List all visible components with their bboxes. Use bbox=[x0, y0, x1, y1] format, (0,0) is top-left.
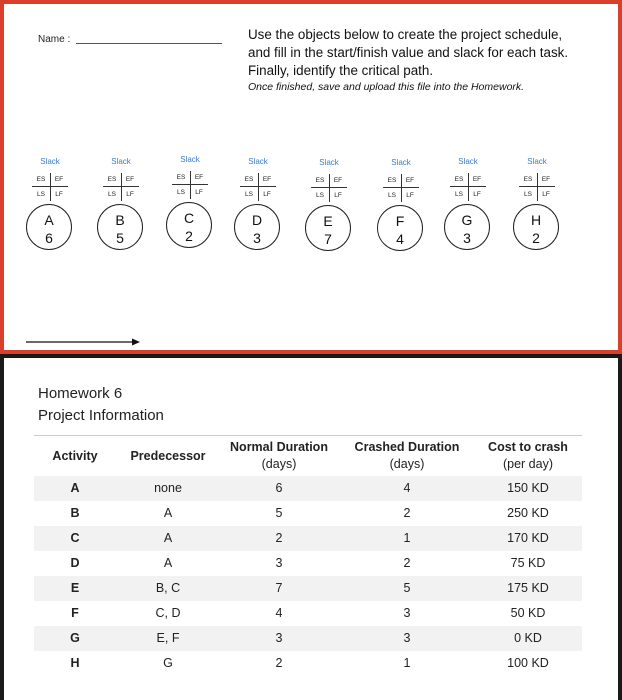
cell-activity: F bbox=[71, 606, 79, 620]
activity-duration: 5 bbox=[116, 230, 124, 246]
ls-label: LS bbox=[37, 191, 45, 198]
cell-crashed: 3 bbox=[403, 606, 411, 620]
cell-predecessor: B, C bbox=[155, 581, 181, 595]
cell-cost: 175 KD bbox=[507, 581, 549, 595]
ef-label: EF bbox=[54, 176, 64, 183]
cell-predecessor: G bbox=[163, 656, 173, 670]
header-normal-label: Normal Duration bbox=[230, 440, 328, 454]
divider bbox=[190, 171, 191, 199]
ls-label: LS bbox=[316, 192, 324, 199]
header-activity bbox=[40, 449, 110, 463]
lf-label: LF bbox=[406, 192, 414, 199]
cell-normal: 7 bbox=[275, 581, 283, 595]
header-crashed-unit: (days) bbox=[389, 457, 425, 471]
cell-activity: G bbox=[70, 631, 80, 645]
ef-label: EF bbox=[125, 176, 135, 183]
activity-duration: 7 bbox=[324, 231, 332, 247]
activity-circle[interactable] bbox=[377, 205, 423, 251]
table-row bbox=[34, 576, 582, 601]
ls-label: LS bbox=[524, 191, 532, 198]
cell-crashed: 4 bbox=[403, 481, 411, 495]
activity-node-f[interactable] bbox=[376, 158, 426, 258]
instruction-line-1: Use the objects below to create the project schedule, bbox=[248, 27, 563, 42]
name-label: Name : bbox=[38, 34, 71, 45]
cell-cost: 0 KD bbox=[514, 631, 542, 645]
ls-label: LS bbox=[455, 191, 463, 198]
ef-label: EF bbox=[541, 176, 551, 183]
es-label: ES bbox=[244, 176, 254, 183]
table-row bbox=[34, 626, 582, 651]
cell-activity: C bbox=[70, 531, 80, 545]
slack-label: Slack bbox=[40, 157, 60, 166]
header-predecessor-label: Predecessor bbox=[130, 449, 206, 463]
cell-activity: A bbox=[70, 481, 80, 495]
homework-panel bbox=[4, 358, 618, 700]
instruction-line-2: and fill in the start/finish value and slack for each task. bbox=[248, 45, 569, 60]
slack-label: Slack bbox=[319, 158, 339, 167]
ef-label: EF bbox=[405, 177, 415, 184]
table-row bbox=[34, 476, 582, 501]
cell-activity: E bbox=[70, 581, 80, 595]
activity-letter: D bbox=[251, 212, 263, 228]
lf-label: LF bbox=[126, 191, 134, 198]
slack-label: Slack bbox=[391, 158, 411, 167]
activity-letter: E bbox=[323, 213, 333, 229]
cell-predecessor: A bbox=[163, 506, 173, 520]
es-label: ES bbox=[315, 177, 325, 184]
cell-crashed: 2 bbox=[403, 506, 411, 520]
activity-duration: 3 bbox=[253, 230, 261, 246]
cell-crashed: 5 bbox=[403, 581, 411, 595]
header-crashed-label: Crashed Duration bbox=[354, 440, 460, 454]
name-field-line[interactable] bbox=[76, 43, 222, 44]
instruction-line-3: Finally, identify the critical path. bbox=[248, 63, 434, 78]
activity-circle[interactable] bbox=[97, 204, 143, 250]
header-normal-unit: (days) bbox=[261, 457, 297, 471]
cell-predecessor: E, F bbox=[156, 631, 180, 645]
table-row bbox=[34, 601, 582, 626]
cell-normal: 3 bbox=[275, 556, 283, 570]
cell-normal: 2 bbox=[275, 656, 283, 670]
es-label: ES bbox=[523, 176, 533, 183]
ef-label: EF bbox=[333, 177, 343, 184]
header-predecessor bbox=[116, 449, 220, 463]
cell-predecessor: A bbox=[163, 556, 173, 570]
header-cost-to-crash bbox=[478, 440, 578, 471]
cell-crashed: 1 bbox=[403, 656, 411, 670]
instruction-italic: Once finished, save and upload this file into the Homework. bbox=[248, 81, 525, 93]
cell-crashed: 1 bbox=[403, 531, 411, 545]
cell-predecessor: A bbox=[163, 531, 173, 545]
activity-letter: F bbox=[395, 213, 405, 229]
es-label: ES bbox=[176, 174, 186, 181]
divider bbox=[537, 173, 538, 201]
activity-letter: C bbox=[183, 210, 195, 226]
divider bbox=[258, 173, 259, 201]
divider bbox=[329, 174, 330, 202]
activity-letter: H bbox=[530, 212, 542, 228]
activity-circle[interactable] bbox=[305, 205, 351, 251]
cell-cost: 100 KD bbox=[507, 656, 549, 670]
header-cost-label: Cost to crash bbox=[488, 440, 568, 454]
activity-duration: 4 bbox=[396, 231, 404, 247]
slack-label: Slack bbox=[111, 157, 131, 166]
activity-letter: G bbox=[461, 212, 473, 228]
divider bbox=[401, 174, 402, 202]
activity-circle[interactable] bbox=[513, 204, 559, 250]
slack-label: Slack bbox=[180, 155, 200, 164]
divider bbox=[468, 173, 469, 201]
activity-node-c[interactable] bbox=[165, 155, 215, 255]
header-normal-duration bbox=[222, 440, 336, 471]
cell-cost: 250 KD bbox=[507, 506, 549, 520]
homework-subtitle: Project Information bbox=[38, 407, 164, 424]
table-row bbox=[34, 526, 582, 551]
cell-normal: 6 bbox=[275, 481, 283, 495]
cell-cost: 50 KD bbox=[510, 606, 546, 620]
cell-predecessor: none bbox=[154, 481, 182, 495]
cell-cost: 170 KD bbox=[507, 531, 549, 545]
table-row bbox=[34, 551, 582, 576]
ef-label: EF bbox=[472, 176, 482, 183]
activity-circle[interactable] bbox=[26, 204, 72, 250]
es-label: ES bbox=[107, 176, 117, 183]
ef-label: EF bbox=[262, 176, 272, 183]
lf-label: LF bbox=[55, 191, 63, 198]
instructions bbox=[248, 26, 618, 94]
lf-label: LF bbox=[473, 191, 481, 198]
activity-letter: A bbox=[44, 212, 54, 228]
lf-label: LF bbox=[334, 192, 342, 199]
activity-duration: 3 bbox=[463, 230, 471, 246]
es-label: ES bbox=[36, 176, 46, 183]
activity-node-a[interactable] bbox=[25, 157, 75, 257]
activity-circle[interactable] bbox=[234, 204, 280, 250]
header-activity-label: Activity bbox=[52, 449, 98, 463]
ls-label: LS bbox=[108, 191, 116, 198]
activity-letter: B bbox=[115, 212, 125, 228]
slack-label: Slack bbox=[248, 157, 268, 166]
cell-normal: 4 bbox=[275, 606, 283, 620]
homework-title: Homework 6 bbox=[38, 385, 123, 402]
lf-label: LF bbox=[195, 189, 203, 196]
activity-circle[interactable] bbox=[166, 202, 212, 248]
activity-duration: 2 bbox=[532, 230, 540, 246]
slack-label: Slack bbox=[527, 157, 547, 166]
homework-heading bbox=[38, 383, 164, 427]
header-cost-unit: (per day) bbox=[502, 457, 554, 471]
activity-node-h[interactable] bbox=[512, 157, 562, 257]
cell-normal: 5 bbox=[275, 506, 283, 520]
activity-duration: 2 bbox=[185, 228, 193, 244]
header-crashed-duration bbox=[348, 440, 466, 471]
activity-duration: 6 bbox=[45, 230, 53, 246]
slack-label: Slack bbox=[458, 157, 478, 166]
cell-predecessor: C, D bbox=[155, 606, 181, 620]
activity-node-b[interactable] bbox=[96, 157, 146, 257]
activity-node-g[interactable] bbox=[443, 157, 493, 257]
cell-cost: 150 KD bbox=[507, 481, 549, 495]
es-label: ES bbox=[387, 177, 397, 184]
cell-activity: D bbox=[70, 556, 80, 570]
ls-label: LS bbox=[245, 191, 253, 198]
divider bbox=[50, 173, 51, 201]
ls-label: LS bbox=[177, 189, 185, 196]
cell-crashed: 2 bbox=[403, 556, 411, 570]
es-label: ES bbox=[454, 176, 464, 183]
activity-circle[interactable] bbox=[444, 204, 490, 250]
table-row bbox=[34, 651, 582, 676]
cell-normal: 2 bbox=[275, 531, 283, 545]
table-row bbox=[34, 501, 582, 526]
cell-activity: H bbox=[70, 656, 80, 670]
ef-label: EF bbox=[194, 174, 204, 181]
cell-cost: 75 KD bbox=[510, 556, 546, 570]
activity-node-e[interactable] bbox=[304, 158, 354, 258]
table-top-rule bbox=[34, 435, 582, 436]
activity-node-d[interactable] bbox=[233, 157, 283, 257]
ls-label: LS bbox=[388, 192, 396, 199]
cell-crashed: 3 bbox=[403, 631, 411, 645]
cell-normal: 3 bbox=[275, 631, 283, 645]
lf-label: LF bbox=[263, 191, 271, 198]
cell-activity: B bbox=[70, 506, 80, 520]
divider bbox=[121, 173, 122, 201]
lf-label: LF bbox=[542, 191, 550, 198]
arrow-connector[interactable] bbox=[26, 336, 142, 348]
